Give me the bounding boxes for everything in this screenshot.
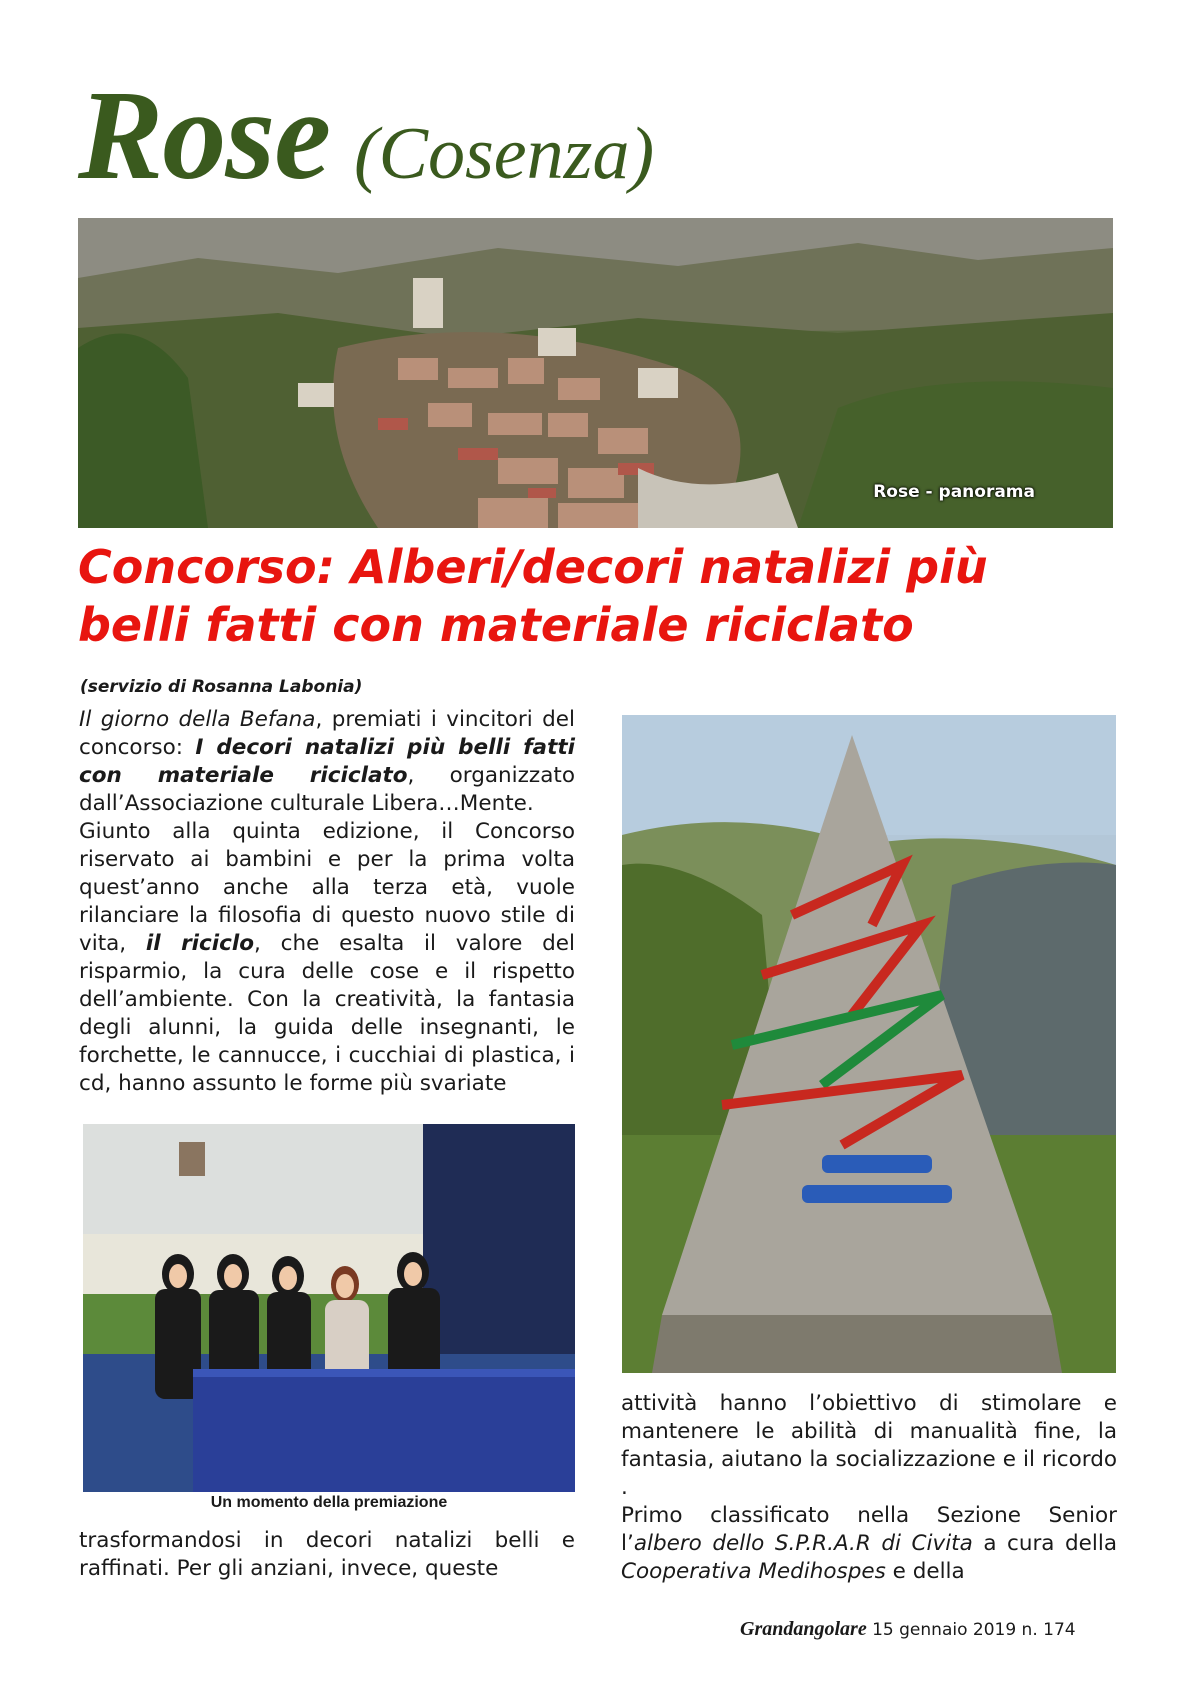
body-text: Giunto alla quinta edizione, il Concorso riservato ai bambini e per la prima volta quest’anno anche alla terza età, vuole rilanciare la filosofia di questo nuovo stile di vita, (79, 819, 575, 956)
body-italic-tree-name: albero dello S.P.R.A.R di Civita (633, 1531, 973, 1556)
masthead (78, 62, 1118, 212)
footer-publication: Grandangolare (740, 1618, 867, 1640)
body-text: e della (885, 1559, 965, 1584)
panorama-photo (78, 218, 1113, 528)
article-body-column-right (621, 1390, 1117, 1586)
page-footer (740, 1618, 1076, 1641)
masthead-town: Rose (78, 64, 330, 206)
body-italic-befana: Il giorno della Befana (79, 707, 316, 732)
body-text: a cura della (972, 1531, 1118, 1556)
ceremony-photo-caption: Un momento della premiazione (210, 1494, 448, 1511)
recycled-tree-illustration (622, 715, 1116, 1373)
tree-photo (622, 715, 1116, 1373)
body-italic-cooperative: Cooperativa Medihospes (621, 1559, 886, 1584)
article-byline: (servizio di Rosanna Labonia) (80, 677, 363, 697)
body-text: Primo classificato nella Sezione Senior l’ (621, 1503, 1117, 1556)
body-text: attività hanno l’obiettivo di stimolare e mantenere le abilità di manualità fine, la fantasia, aiutano la socializzazione e il ricordo . (621, 1391, 1117, 1500)
body-text: , che esalta il valore del risparmio, la cura delle cose e il rispetto dell’ambiente. Con la creatività, la fantasia degli alunni, la guida delle insegnanti, le forchette, le cannucce, i cucchiai di plastica, i cd, hanno assunto le forme più svariate (79, 931, 575, 1096)
masthead-province: (Cosenza) (354, 113, 655, 195)
body-text: , premiati i vincitori del concorso: (79, 707, 575, 760)
panorama-caption: Rose - panorama (873, 482, 1035, 502)
article-body-column-left-top (79, 706, 575, 1098)
footer-issue: 15 gennaio 2019 n. 174 (866, 1620, 1076, 1640)
headline-line-1: Concorso: Alberi/decori natalizi più (78, 540, 988, 594)
ceremony-illustration (83, 1124, 575, 1492)
headline-line-2: belli fatti con materiale riciclato (78, 598, 914, 652)
body-bold-italic-riciclo: il riciclo (145, 931, 255, 956)
ceremony-photo (83, 1124, 575, 1492)
article-headline (78, 538, 1118, 654)
body-text: , organizzato dall’Associazione culturale Libera…Mente. (79, 763, 575, 816)
article-body-column-left-bottom: trasformandosi in decori natalizi belli e raffinati. Per gli anziani, invece, queste (79, 1528, 575, 1581)
body-bold-italic-contest: I decori natalizi più belli fatti con materiale riciclato (79, 735, 575, 788)
